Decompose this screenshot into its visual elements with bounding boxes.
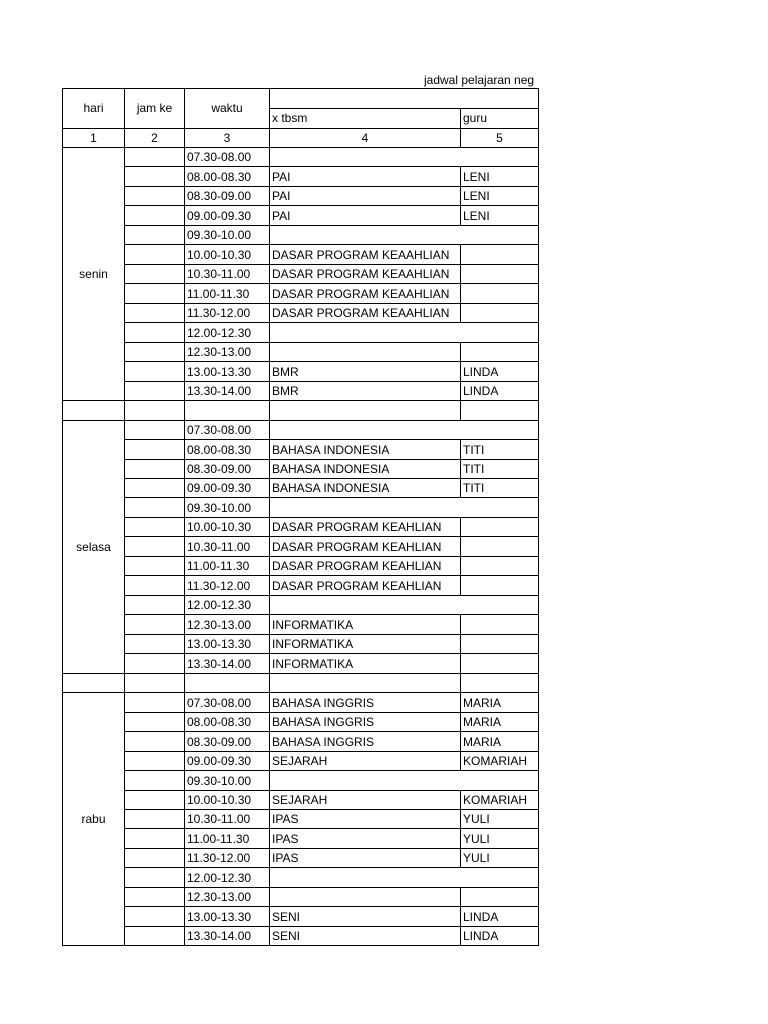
waktu-cell: 10.30-11.00 bbox=[184, 264, 270, 284]
mapel-cell bbox=[269, 342, 461, 362]
header-jam-ke: jam ke bbox=[124, 88, 185, 129]
jam-ke-cell bbox=[124, 790, 185, 810]
jam-ke-cell bbox=[124, 731, 185, 752]
jam-ke-cell bbox=[124, 459, 185, 479]
mapel-cell: DASAR PROGRAM KEAHLIAN bbox=[269, 575, 461, 596]
mapel-cell: BAHASA INDONESIA bbox=[269, 439, 461, 460]
mapel-cell: DASAR PROGRAM KEAHLIAN bbox=[269, 517, 461, 537]
waktu-cell: 08.00-08.30 bbox=[184, 166, 270, 187]
separator-cell bbox=[460, 400, 539, 421]
day-cell-rabu: rabu bbox=[62, 692, 125, 946]
waktu-cell: 13.30-14.00 bbox=[184, 381, 270, 401]
mapel-cell: SEJARAH bbox=[269, 790, 461, 810]
mapel-cell: INFORMATIKA bbox=[269, 614, 461, 635]
break-row-cell bbox=[269, 770, 539, 791]
mapel-cell: BAHASA INGGRIS bbox=[269, 712, 461, 732]
guru-cell bbox=[460, 614, 539, 635]
waktu-cell: 09.30-10.00 bbox=[184, 225, 270, 245]
jam-ke-cell bbox=[124, 556, 185, 576]
waktu-cell: 10.30-11.00 bbox=[184, 809, 270, 829]
waktu-cell: 10.30-11.00 bbox=[184, 536, 270, 557]
guru-cell: TITI bbox=[460, 459, 539, 479]
separator-cell bbox=[62, 400, 125, 421]
mapel-cell: BMR bbox=[269, 361, 461, 382]
mapel-cell: PAI bbox=[269, 166, 461, 187]
jam-ke-cell bbox=[124, 614, 185, 635]
guru-cell: KOMARIAH bbox=[460, 790, 539, 810]
sheet-title: jadwal pelajaran neg bbox=[424, 73, 535, 87]
waktu-cell: 12.00-12.30 bbox=[184, 595, 270, 615]
jam-ke-cell bbox=[124, 536, 185, 557]
jam-ke-cell bbox=[124, 906, 185, 927]
mapel-cell: IPAS bbox=[269, 828, 461, 849]
guru-cell: MARIA bbox=[460, 731, 539, 752]
waktu-cell: 11.30-12.00 bbox=[184, 848, 270, 868]
waktu-cell: 12.30-13.00 bbox=[184, 887, 270, 907]
break-row-cell bbox=[269, 322, 539, 343]
jam-ke-cell bbox=[124, 595, 185, 615]
header-guru: guru bbox=[460, 108, 539, 129]
waktu-cell: 08.00-08.30 bbox=[184, 439, 270, 460]
waktu-cell: 13.30-14.00 bbox=[184, 653, 270, 674]
guru-cell bbox=[460, 556, 539, 576]
guru-cell bbox=[460, 575, 539, 596]
waktu-cell: 10.00-10.30 bbox=[184, 517, 270, 537]
jam-ke-cell bbox=[124, 634, 185, 654]
mapel-cell: SENI bbox=[269, 906, 461, 927]
jam-ke-cell bbox=[124, 166, 185, 187]
separator-cell bbox=[269, 400, 461, 421]
guru-cell: LENI bbox=[460, 205, 539, 226]
jam-ke-cell bbox=[124, 439, 185, 460]
header-class-group bbox=[269, 88, 539, 109]
header-waktu: waktu bbox=[184, 88, 270, 129]
guru-cell bbox=[460, 283, 539, 304]
mapel-cell: INFORMATIKA bbox=[269, 653, 461, 674]
guru-cell: KOMARIAH bbox=[460, 751, 539, 771]
jam-ke-cell bbox=[124, 186, 185, 206]
waktu-cell: 12.30-13.00 bbox=[184, 614, 270, 635]
jam-ke-cell bbox=[124, 926, 185, 946]
mapel-cell: IPAS bbox=[269, 809, 461, 829]
jam-ke-cell bbox=[124, 478, 185, 498]
jam-ke-cell bbox=[124, 751, 185, 771]
guru-cell bbox=[460, 536, 539, 557]
guru-cell bbox=[460, 303, 539, 323]
waktu-cell: 09.00-09.30 bbox=[184, 478, 270, 498]
guru-cell: LINDA bbox=[460, 361, 539, 382]
mapel-cell: BAHASA INGGRIS bbox=[269, 731, 461, 752]
mapel-cell: BMR bbox=[269, 381, 461, 401]
column-number: 5 bbox=[460, 128, 539, 149]
column-number: 2 bbox=[124, 128, 185, 149]
waktu-cell: 11.30-12.00 bbox=[184, 575, 270, 596]
jam-ke-cell bbox=[124, 205, 185, 226]
guru-cell bbox=[460, 653, 539, 674]
jam-ke-cell bbox=[124, 712, 185, 732]
jam-ke-cell bbox=[124, 342, 185, 362]
waktu-cell: 12.00-12.30 bbox=[184, 322, 270, 343]
jam-ke-cell bbox=[124, 517, 185, 537]
guru-cell: TITI bbox=[460, 439, 539, 460]
waktu-cell: 11.00-11.30 bbox=[184, 828, 270, 849]
mapel-cell: BAHASA INDONESIA bbox=[269, 478, 461, 498]
separator-cell bbox=[124, 400, 185, 421]
waktu-cell: 08.30-09.00 bbox=[184, 731, 270, 752]
waktu-cell: 13.00-13.30 bbox=[184, 634, 270, 654]
separator-cell bbox=[269, 673, 461, 693]
guru-cell: YULI bbox=[460, 828, 539, 849]
waktu-cell: 08.30-09.00 bbox=[184, 459, 270, 479]
jam-ke-cell bbox=[124, 653, 185, 674]
guru-cell bbox=[460, 244, 539, 265]
waktu-cell: 08.00-08.30 bbox=[184, 712, 270, 732]
waktu-cell: 09.00-09.30 bbox=[184, 751, 270, 771]
guru-cell: YULI bbox=[460, 809, 539, 829]
mapel-cell: DASAR PROGRAM KEAHLIAN bbox=[269, 536, 461, 557]
guru-cell: MARIA bbox=[460, 692, 539, 713]
guru-cell bbox=[460, 517, 539, 537]
break-row-cell bbox=[269, 147, 539, 167]
day-cell-selasa: selasa bbox=[62, 420, 125, 674]
mapel-cell: SENI bbox=[269, 926, 461, 946]
waktu-cell: 12.00-12.30 bbox=[184, 867, 270, 888]
waktu-cell: 07.30-08.00 bbox=[184, 692, 270, 713]
break-row-cell bbox=[269, 867, 539, 888]
jam-ke-cell bbox=[124, 809, 185, 829]
waktu-cell: 07.30-08.00 bbox=[184, 420, 270, 440]
header-hari: hari bbox=[62, 88, 125, 129]
mapel-cell: IPAS bbox=[269, 848, 461, 868]
jam-ke-cell bbox=[124, 322, 185, 343]
guru-cell: MARIA bbox=[460, 712, 539, 732]
jam-ke-cell bbox=[124, 497, 185, 518]
separator-cell bbox=[460, 673, 539, 693]
waktu-cell: 10.00-10.30 bbox=[184, 790, 270, 810]
mapel-cell: DASAR PROGRAM KEAHLIAN bbox=[269, 556, 461, 576]
mapel-cell: DASAR PROGRAM KEAAHLIAN bbox=[269, 303, 461, 323]
break-row-cell bbox=[269, 420, 539, 440]
guru-cell bbox=[460, 634, 539, 654]
mapel-cell: INFORMATIKA bbox=[269, 634, 461, 654]
mapel-cell: DASAR PROGRAM KEAAHLIAN bbox=[269, 264, 461, 284]
mapel-cell bbox=[269, 887, 461, 907]
waktu-cell: 13.00-13.30 bbox=[184, 906, 270, 927]
jam-ke-cell bbox=[124, 147, 185, 167]
guru-cell: LENI bbox=[460, 186, 539, 206]
jam-ke-cell bbox=[124, 828, 185, 849]
day-cell-senin: senin bbox=[62, 147, 125, 401]
column-number: 4 bbox=[269, 128, 461, 149]
jam-ke-cell bbox=[124, 867, 185, 888]
waktu-cell: 13.00-13.30 bbox=[184, 361, 270, 382]
jam-ke-cell bbox=[124, 381, 185, 401]
waktu-cell: 09.30-10.00 bbox=[184, 497, 270, 518]
guru-cell: LINDA bbox=[460, 926, 539, 946]
mapel-cell: BAHASA INGGRIS bbox=[269, 692, 461, 713]
mapel-cell: DASAR PROGRAM KEAAHLIAN bbox=[269, 283, 461, 304]
waktu-cell: 09.30-10.00 bbox=[184, 770, 270, 791]
jam-ke-cell bbox=[124, 770, 185, 791]
waktu-cell: 09.00-09.30 bbox=[184, 205, 270, 226]
jam-ke-cell bbox=[124, 692, 185, 713]
jam-ke-cell bbox=[124, 225, 185, 245]
separator-cell bbox=[62, 673, 125, 693]
guru-cell: YULI bbox=[460, 848, 539, 868]
column-number: 3 bbox=[184, 128, 270, 149]
break-row-cell bbox=[269, 497, 539, 518]
break-row-cell bbox=[269, 225, 539, 245]
jam-ke-cell bbox=[124, 887, 185, 907]
waktu-cell: 12.30-13.00 bbox=[184, 342, 270, 362]
mapel-cell: BAHASA INDONESIA bbox=[269, 459, 461, 479]
mapel-cell: DASAR PROGRAM KEAAHLIAN bbox=[269, 244, 461, 265]
jam-ke-cell bbox=[124, 420, 185, 440]
separator-cell bbox=[124, 673, 185, 693]
header-class: x tbsm bbox=[269, 108, 461, 129]
guru-cell bbox=[460, 342, 539, 362]
jam-ke-cell bbox=[124, 303, 185, 323]
waktu-cell: 10.00-10.30 bbox=[184, 244, 270, 265]
jam-ke-cell bbox=[124, 264, 185, 284]
break-row-cell bbox=[269, 595, 539, 615]
column-number: 1 bbox=[62, 128, 125, 149]
waktu-cell: 13.30-14.00 bbox=[184, 926, 270, 946]
jam-ke-cell bbox=[124, 244, 185, 265]
guru-cell: LINDA bbox=[460, 381, 539, 401]
jam-ke-cell bbox=[124, 361, 185, 382]
guru-cell bbox=[460, 264, 539, 284]
waktu-cell: 08.30-09.00 bbox=[184, 186, 270, 206]
waktu-cell: 07.30-08.00 bbox=[184, 147, 270, 167]
mapel-cell: PAI bbox=[269, 205, 461, 226]
separator-cell bbox=[184, 673, 270, 693]
mapel-cell: SEJARAH bbox=[269, 751, 461, 771]
waktu-cell: 11.30-12.00 bbox=[184, 303, 270, 323]
jam-ke-cell bbox=[124, 848, 185, 868]
guru-cell: LENI bbox=[460, 166, 539, 187]
mapel-cell: PAI bbox=[269, 186, 461, 206]
separator-cell bbox=[184, 400, 270, 421]
guru-cell: TITI bbox=[460, 478, 539, 498]
waktu-cell: 11.00-11.30 bbox=[184, 556, 270, 576]
waktu-cell: 11.00-11.30 bbox=[184, 283, 270, 304]
guru-cell: LINDA bbox=[460, 906, 539, 927]
guru-cell bbox=[460, 887, 539, 907]
jam-ke-cell bbox=[124, 575, 185, 596]
jam-ke-cell bbox=[124, 283, 185, 304]
